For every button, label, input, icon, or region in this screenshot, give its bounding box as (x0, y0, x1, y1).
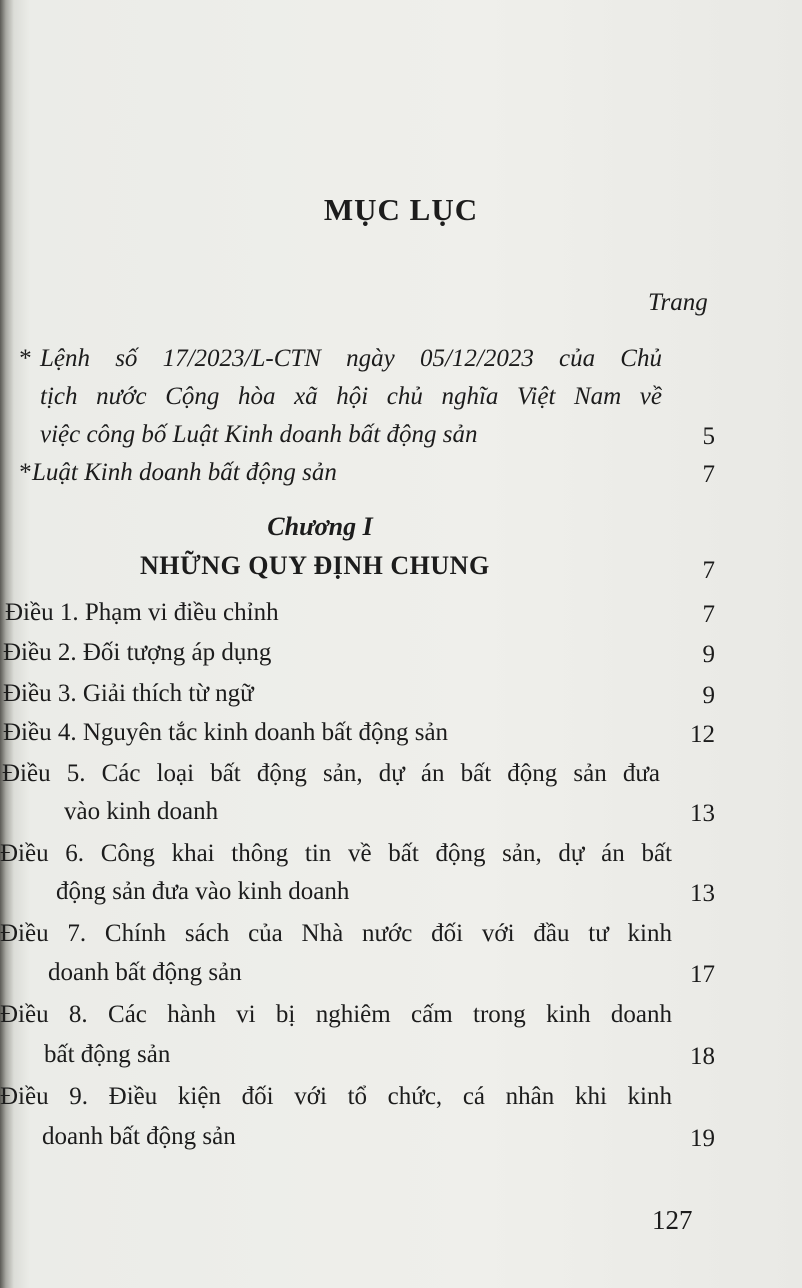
chapter-page: 7 (702, 557, 715, 584)
article-4-page: 12 (690, 721, 715, 748)
front-item-2-line1: Luật Kinh doanh bất động sản (32, 459, 337, 486)
article-3-page: 9 (702, 682, 715, 709)
toc-title: MỤC LỤC (323, 192, 479, 227)
page-column-header: Trang (648, 289, 708, 316)
article-5-line1: Điều 5. Các loại bất động sản, dự án bất động sản đưa (2, 760, 660, 787)
article-9-page: 19 (690, 1125, 715, 1152)
front-item-1-line1: Lệnh số 17/2023/L-CTN ngày 05/12/2023 của Chủ (40, 345, 662, 372)
chapter-title: NHỮNG QUY ĐỊNH CHUNG (140, 551, 490, 580)
front-item-1-page: 5 (702, 423, 715, 450)
article-8-page: 18 (690, 1043, 715, 1070)
front-item-1-line2: tịch nước Cộng hòa xã hội chủ nghĩa Việt Nam về (40, 383, 662, 410)
article-8-line1: Điều 8. Các hành vi bị nghiêm cấm trong kinh doanh (0, 1001, 672, 1028)
article-6-line1: Điều 6. Công khai thông tin về bất động sản, dự án bất (0, 840, 672, 867)
article-7-page: 17 (690, 961, 715, 988)
article-7-line2: doanh bất động sản (48, 959, 242, 986)
front-item-2-star: * (18, 459, 31, 486)
front-item-1-line3: việc công bố Luật Kinh doanh bất động sản (40, 421, 478, 448)
article-6-page: 13 (690, 880, 715, 907)
article-9-line2: doanh bất động sản (42, 1123, 236, 1150)
article-4: Điều 4. Nguyên tắc kinh doanh bất động sản (3, 719, 449, 746)
article-5-line2: vào kinh doanh (64, 798, 219, 825)
front-item-2-page: 7 (702, 461, 715, 488)
article-9-line1: Điều 9. Điều kiện đối với tổ chức, cá nhân khi kinh (0, 1083, 672, 1110)
chapter-label: Chương I (267, 512, 373, 541)
article-8-line2: bất động sản (44, 1041, 171, 1068)
article-6-line2: động sản đưa vào kinh doanh (56, 878, 350, 905)
page-number: 127 (652, 1205, 693, 1235)
front-item-1-star: * (18, 345, 31, 372)
article-3: Điều 3. Giải thích từ ngữ (3, 680, 254, 707)
article-2: Điều 2. Đối tượng áp dụng (3, 639, 272, 666)
article-5-page: 13 (690, 800, 715, 827)
article-1: Điều 1. Phạm vi điều chỉnh (5, 599, 279, 626)
article-7-line1: Điều 7. Chính sách của Nhà nước đối với đầu tư kinh (0, 920, 672, 947)
article-1-page: 7 (702, 601, 715, 628)
article-2-page: 9 (702, 641, 715, 668)
